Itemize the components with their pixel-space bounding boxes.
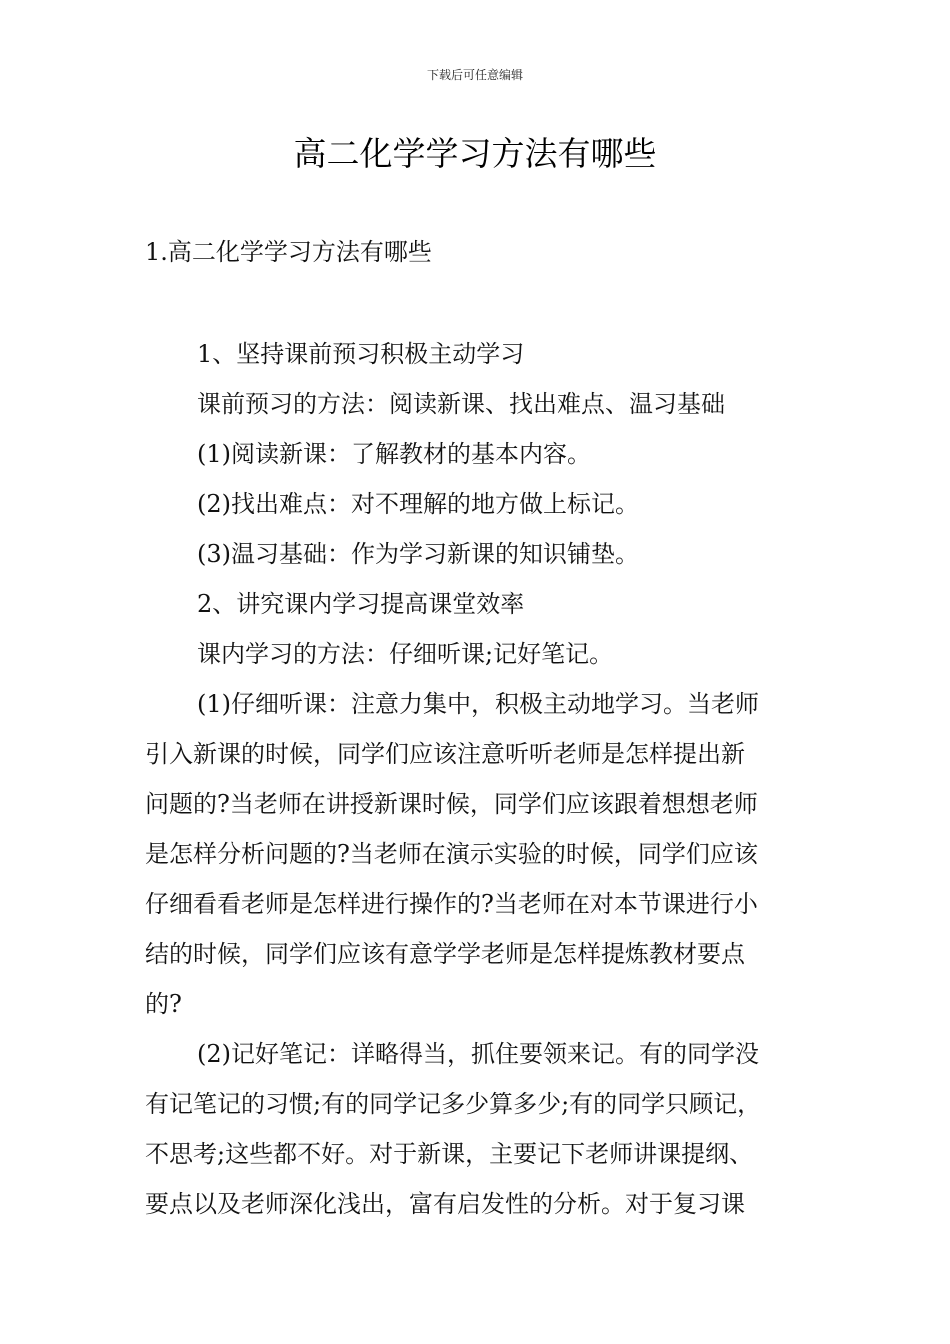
paragraph-line: 2、讲究课内学习提高课堂效率 [197,590,525,618]
paragraph-line: (1)仔细听课：注意力集中，积极主动地学习。当老师 [197,690,759,718]
paragraph-line: (2)记好笔记：详略得当，抓住要领来记。有的同学没 [197,1040,759,1068]
paragraph-line: 不思考;这些都不好。对于新课，主要记下老师讲课提纲、 [145,1140,754,1168]
section-heading: 1.高二化学学习方法有哪些 [145,238,432,266]
header-note: 下载后可任意编辑 [426,68,523,82]
paragraph-line: (3)温习基础：作为学习新课的知识铺垫。 [197,540,639,568]
paragraph-line: 要点以及老师深化浅出，富有启发性的分析。对于复习课 [145,1190,745,1218]
paragraph-line: 仔细看看老师是怎样进行操作的?当老师在对本节课进行小 [145,890,758,918]
paragraph-line: (1)阅读新课：了解教材的基本内容。 [197,440,591,468]
paragraph-line: 引入新课的时候，同学们应该注意听听老师是怎样提出新 [145,740,745,768]
paragraph-line: 1、坚持课前预习积极主动学习 [197,340,525,368]
page-title: 高二化学学习方法有哪些 [293,134,657,173]
paragraph-line: (2)找出难点：对不理解的地方做上标记。 [197,490,639,518]
paragraph-line: 的? [145,990,182,1018]
paragraph-line: 课前预习的方法：阅读新课、找出难点、温习基础 [197,390,725,418]
paragraph-line: 课内学习的方法：仔细听课;记好笔记。 [197,640,614,668]
paragraph-line: 结的时候，同学们应该有意学学老师是怎样提炼教材要点 [145,940,745,968]
paragraph-line: 是怎样分析问题的?当老师在演示实验的时候，同学们应该 [145,840,758,868]
paragraph-line: 问题的?当老师在讲授新课时候，同学们应该跟着想想老师 [145,790,758,818]
paragraph-line: 有记笔记的习惯;有的同学记多少算多少;有的同学只顾记， [145,1090,762,1118]
